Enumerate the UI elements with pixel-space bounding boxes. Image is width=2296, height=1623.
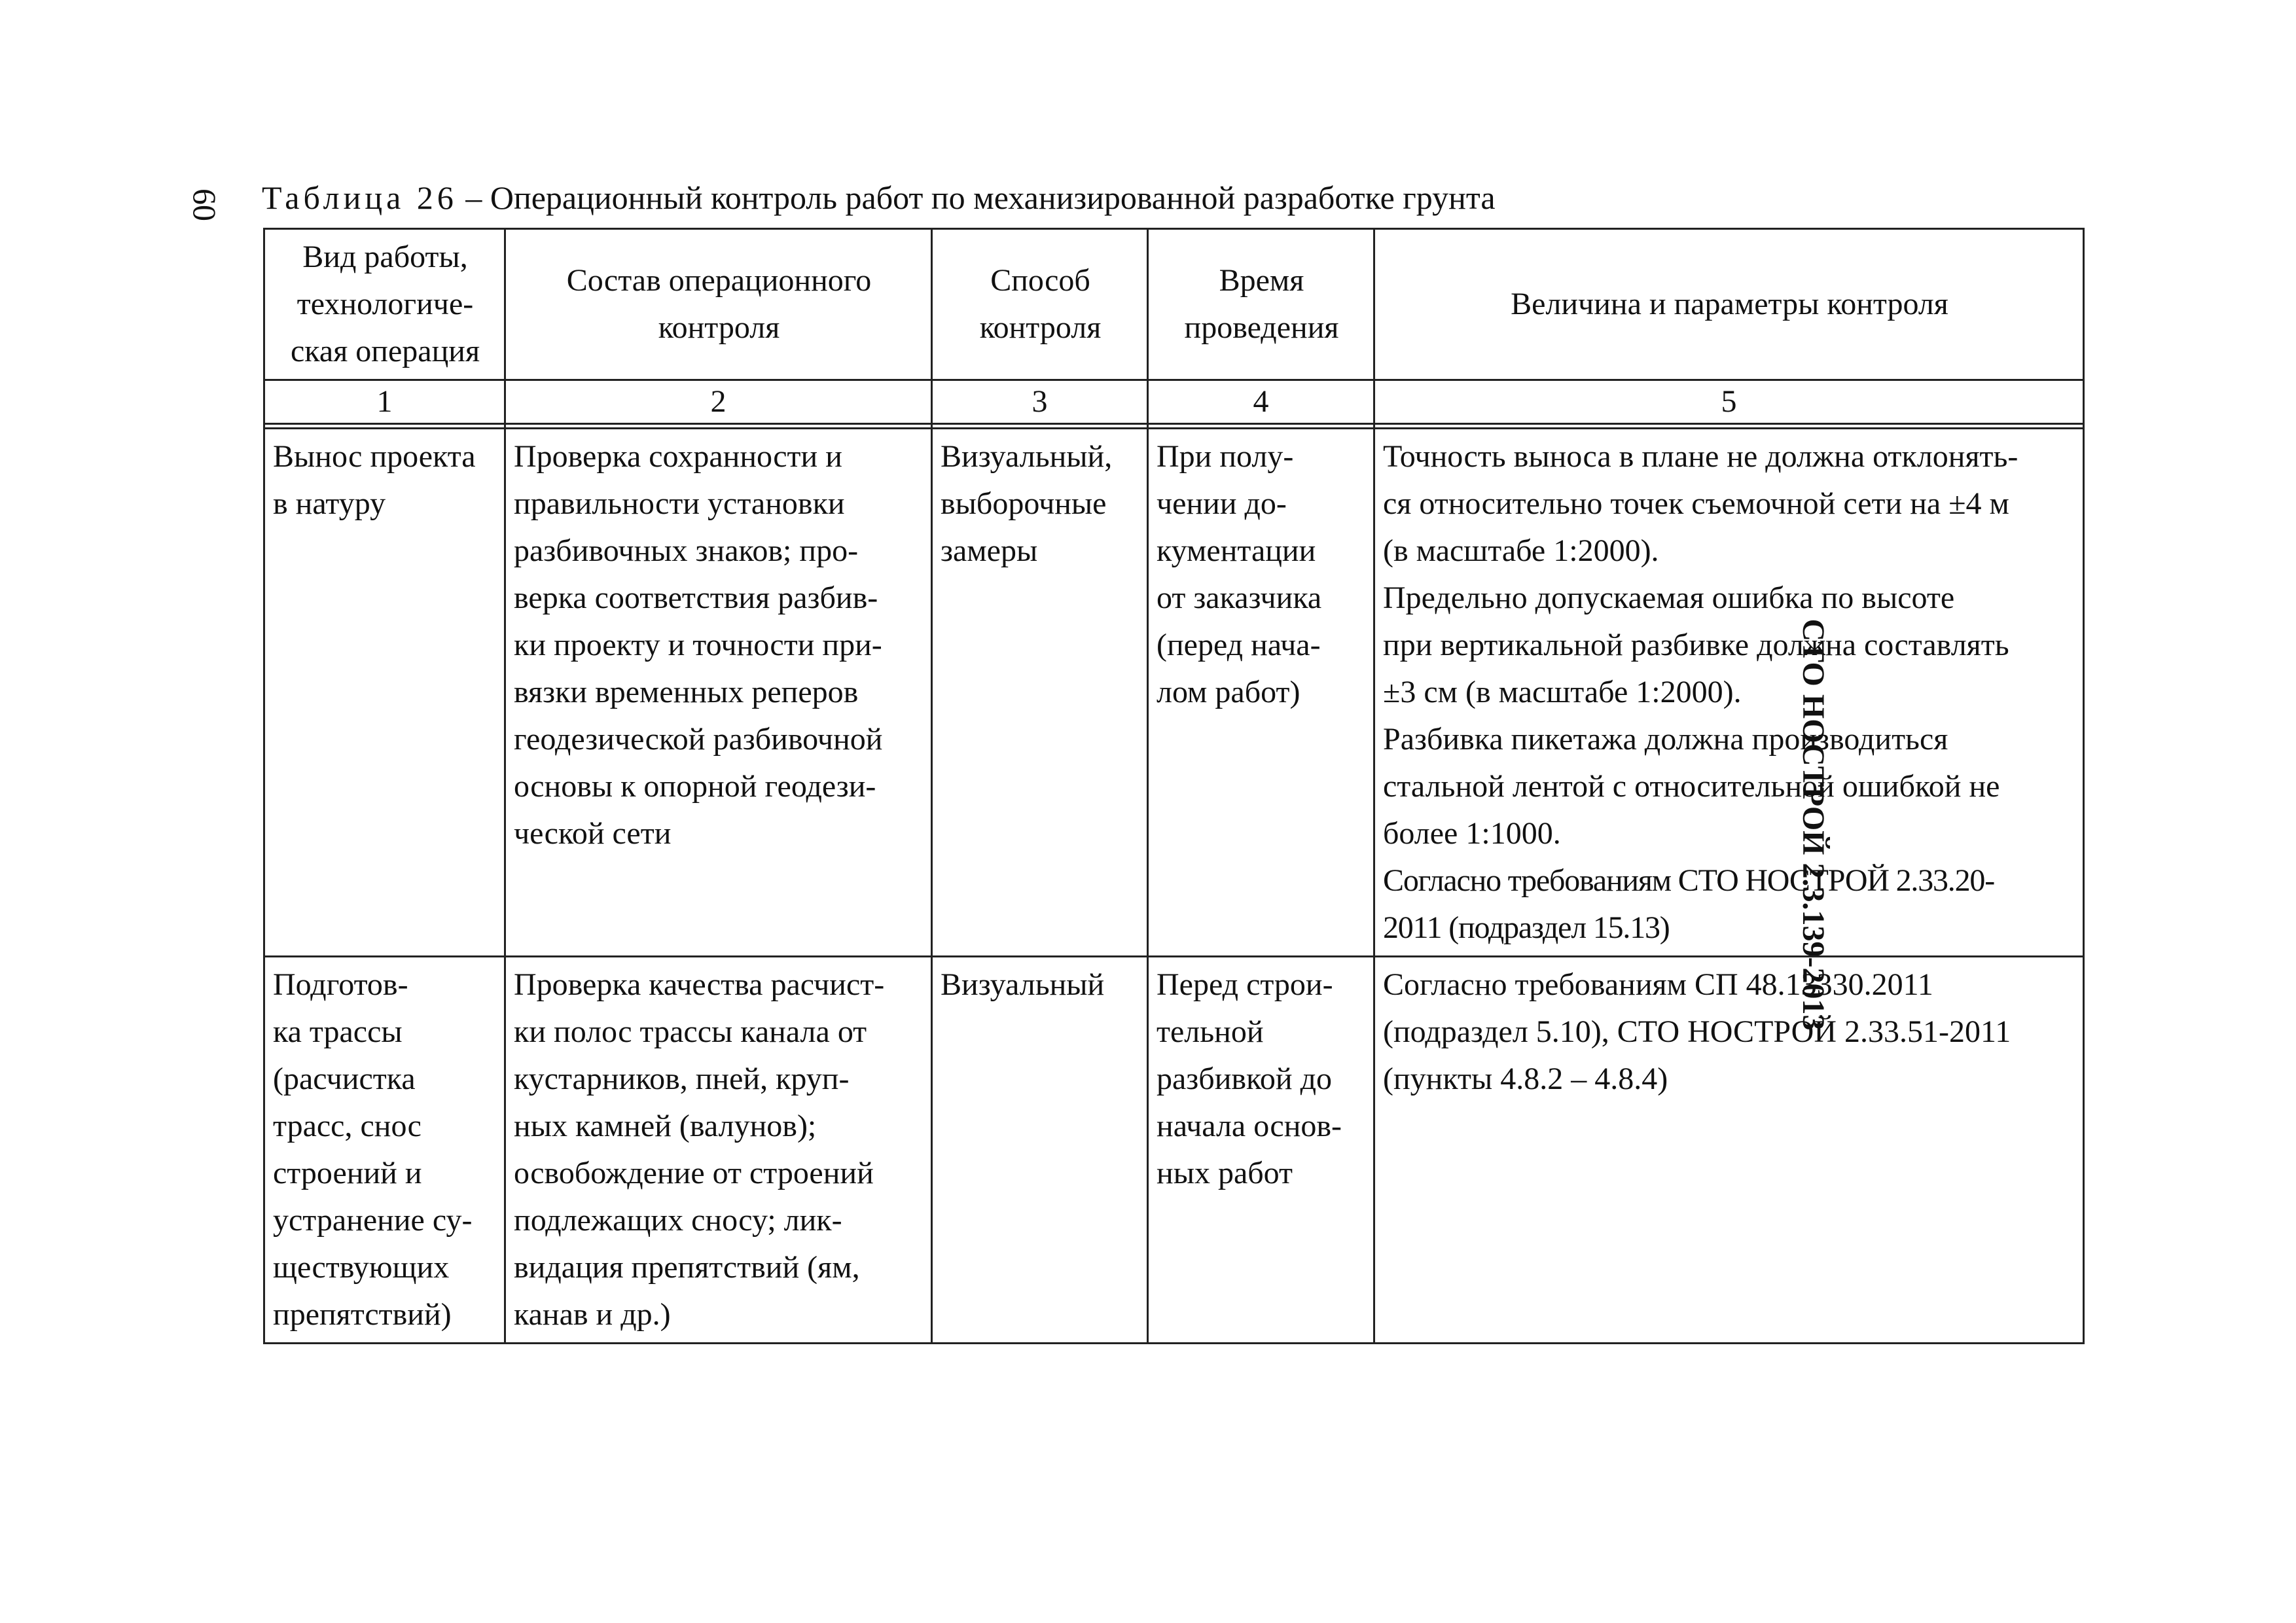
time-cell: При полу- чении до- кументации от заказчика (перед нача- лом работ) [1148,429,1374,957]
header-control-method: Способ контроля [932,229,1148,380]
header-parameters: Величина и параметры контроля [1374,229,2084,380]
table-header-row [264,229,2084,380]
parameters-cell [1374,957,2084,1344]
header-time: Время проведения [1148,229,1374,380]
operation-cell: Подготов- ка трассы (расчистка трасс, снос строений и устранение су- ществующих препятствий) [264,957,505,1344]
time-cell: Перед строи- тельной разбивкой до начала основ- ных работ [1148,957,1374,1344]
parameter-paragraph: Согласно требованиям СП 48.13330.2011 (подраздел 5.10), СТО НОСТРОЙ 2.33.51-2011 (пункты 4.8.2 – 4.8.4) [1383,967,2011,1096]
parameter-paragraph: Согласно требованиям СТО НОСТРОЙ 2.33.20- 2011 (подраздел 15.13) [1383,863,1994,945]
parameter-paragraph: Разбивка пикетажа должна производиться стальной лентой с относительной ошибкой не более 1:1000. [1383,722,2000,851]
column-number: 3 [932,380,1148,424]
table-caption-text: – Операционный контроль работ по механизированной разработке грунта [457,179,1496,216]
operational-control-table [263,228,2085,1344]
header-work-type: Вид работы, технологиче- ская операция [264,229,505,380]
table-row [264,957,2084,1344]
table-caption [262,178,2094,217]
parameter-paragraph: Точность выноса в плане не должна отклонять- ся относительно точек съемочной сети на ±4 м (в масштабе 1:2000). [1383,439,2018,568]
table-separator [264,424,2084,429]
column-number-row [264,380,2084,424]
document-code-vertical: СТО НОСТРОЙ 2.3.139-2013 [1796,618,1831,1031]
page-number: 60 [187,188,223,221]
table-caption-label: Таблица 26 [262,179,457,216]
operation-cell: Вынос проекта в натуру [264,429,505,957]
method-cell: Визуальный, выборочные замеры [932,429,1148,957]
method-cell: Визуальный [932,957,1148,1344]
header-control-composition: Состав операционного контроля [505,229,932,380]
column-number: 2 [505,380,932,424]
table-row [264,429,2084,957]
column-number: 5 [1374,380,2084,424]
column-number: 1 [264,380,505,424]
parameter-paragraph: Предельно допускаемая ошибка по высоте при вертикальной разбивке должна составлять ±3 см (в масштабе 1:2000). [1383,580,2009,709]
column-number: 4 [1148,380,1374,424]
composition-cell: Проверка качества расчист- ки полос трассы канала от кустарников, пней, круп- ных камней (валунов); освобождение от строений подлежащих сносу; лик- видация препятствий (ям, канав и др.) [505,957,932,1344]
parameters-cell [1374,429,2084,957]
composition-cell: Проверка сохранности и правильности установки разбивочных знаков; про- верка соответствия разбив- ки проекту и точности при- вязки временных реперов геодезической разбивочной основы к опорной геодези- ческой сети [505,429,932,957]
